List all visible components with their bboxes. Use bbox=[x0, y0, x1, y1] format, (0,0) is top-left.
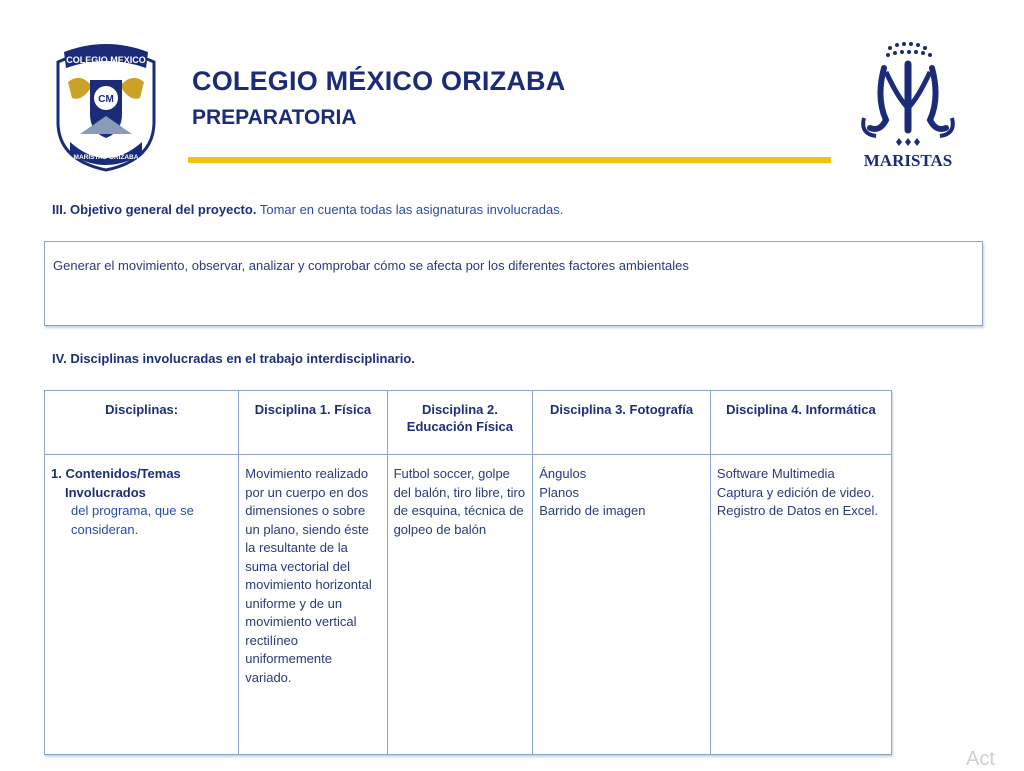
header-disciplinas: Disciplinas: bbox=[45, 391, 239, 455]
maristas-logo bbox=[846, 38, 974, 172]
section-iii-label: III. Objetivo general del proyecto. bbox=[52, 202, 257, 217]
crest-top-text: COLEGIO MEXICO bbox=[66, 55, 146, 65]
crest-letters: CM bbox=[98, 94, 114, 105]
fisica-cell: Movimiento realizado por un cuerpo en dos dimensiones o sobre un plano, siendo éste la resultante de la suma vectorial del movimiento horizontal uniforme y de un movimiento vertical rectilíneo uniformemente variado. bbox=[239, 455, 387, 755]
watermark-text: Act bbox=[966, 748, 995, 770]
objective-box bbox=[44, 241, 983, 326]
informatica-item: Registro de Datos en Excel. bbox=[716, 503, 879, 518]
fotografia-cell bbox=[533, 455, 711, 755]
section-iii-instruction: Tomar en cuenta todas las asignaturas involucradas. bbox=[259, 202, 564, 217]
header-disciplina-3: Disciplina 3. Fotografía bbox=[533, 391, 711, 455]
page-subtitle: PREPARATORIA bbox=[192, 106, 357, 129]
table-header-row bbox=[45, 391, 892, 455]
informatica-cell bbox=[710, 455, 891, 755]
crest-bottom-text: MARISTAS ORIZABA bbox=[73, 154, 139, 161]
informatica-item: Software Multimedia bbox=[716, 466, 835, 481]
row-label-line1: 1. Contenidos/Temas bbox=[51, 466, 181, 481]
fotografia-item: Planos bbox=[539, 484, 579, 500]
disciplines-table bbox=[44, 390, 892, 755]
fotografia-item: Barrido de imagen bbox=[539, 503, 646, 518]
header-disciplina-2: Disciplina 2. Educación Física bbox=[387, 391, 533, 455]
title-divider bbox=[188, 157, 831, 163]
objective-text: Generar el movimiento, observar, analizar y comprobar cómo se afecta por los diferentes factores ambientales bbox=[53, 258, 689, 273]
informatica-item: Captura y edición de video. bbox=[716, 484, 875, 500]
row-label-cell bbox=[45, 455, 239, 755]
educacion-fisica-cell: Futbol soccer, golpe del balón, tiro libre, tiro de esquina, técnica de golpeo de balón bbox=[387, 455, 533, 755]
colegio-mexico-crest-logo bbox=[50, 42, 162, 172]
header-disciplina-1: Disciplina 1. Física bbox=[239, 391, 387, 455]
header-disciplina-4: Disciplina 4. Informática bbox=[710, 391, 891, 455]
table-row bbox=[45, 455, 892, 755]
section-iv-heading: IV. Disciplinas involucradas en el trabajo interdisciplinario. bbox=[52, 351, 415, 366]
fotografia-item: Ángulos bbox=[539, 466, 587, 481]
row-label-sub: del programa, que se consideran. bbox=[71, 503, 194, 537]
maristas-logo-text: MARISTAS bbox=[863, 151, 953, 170]
row-label-line2: Involucrados bbox=[65, 484, 146, 500]
page-title: COLEGIO MÉXICO ORIZABA bbox=[192, 66, 566, 96]
section-iii-heading bbox=[52, 202, 563, 217]
